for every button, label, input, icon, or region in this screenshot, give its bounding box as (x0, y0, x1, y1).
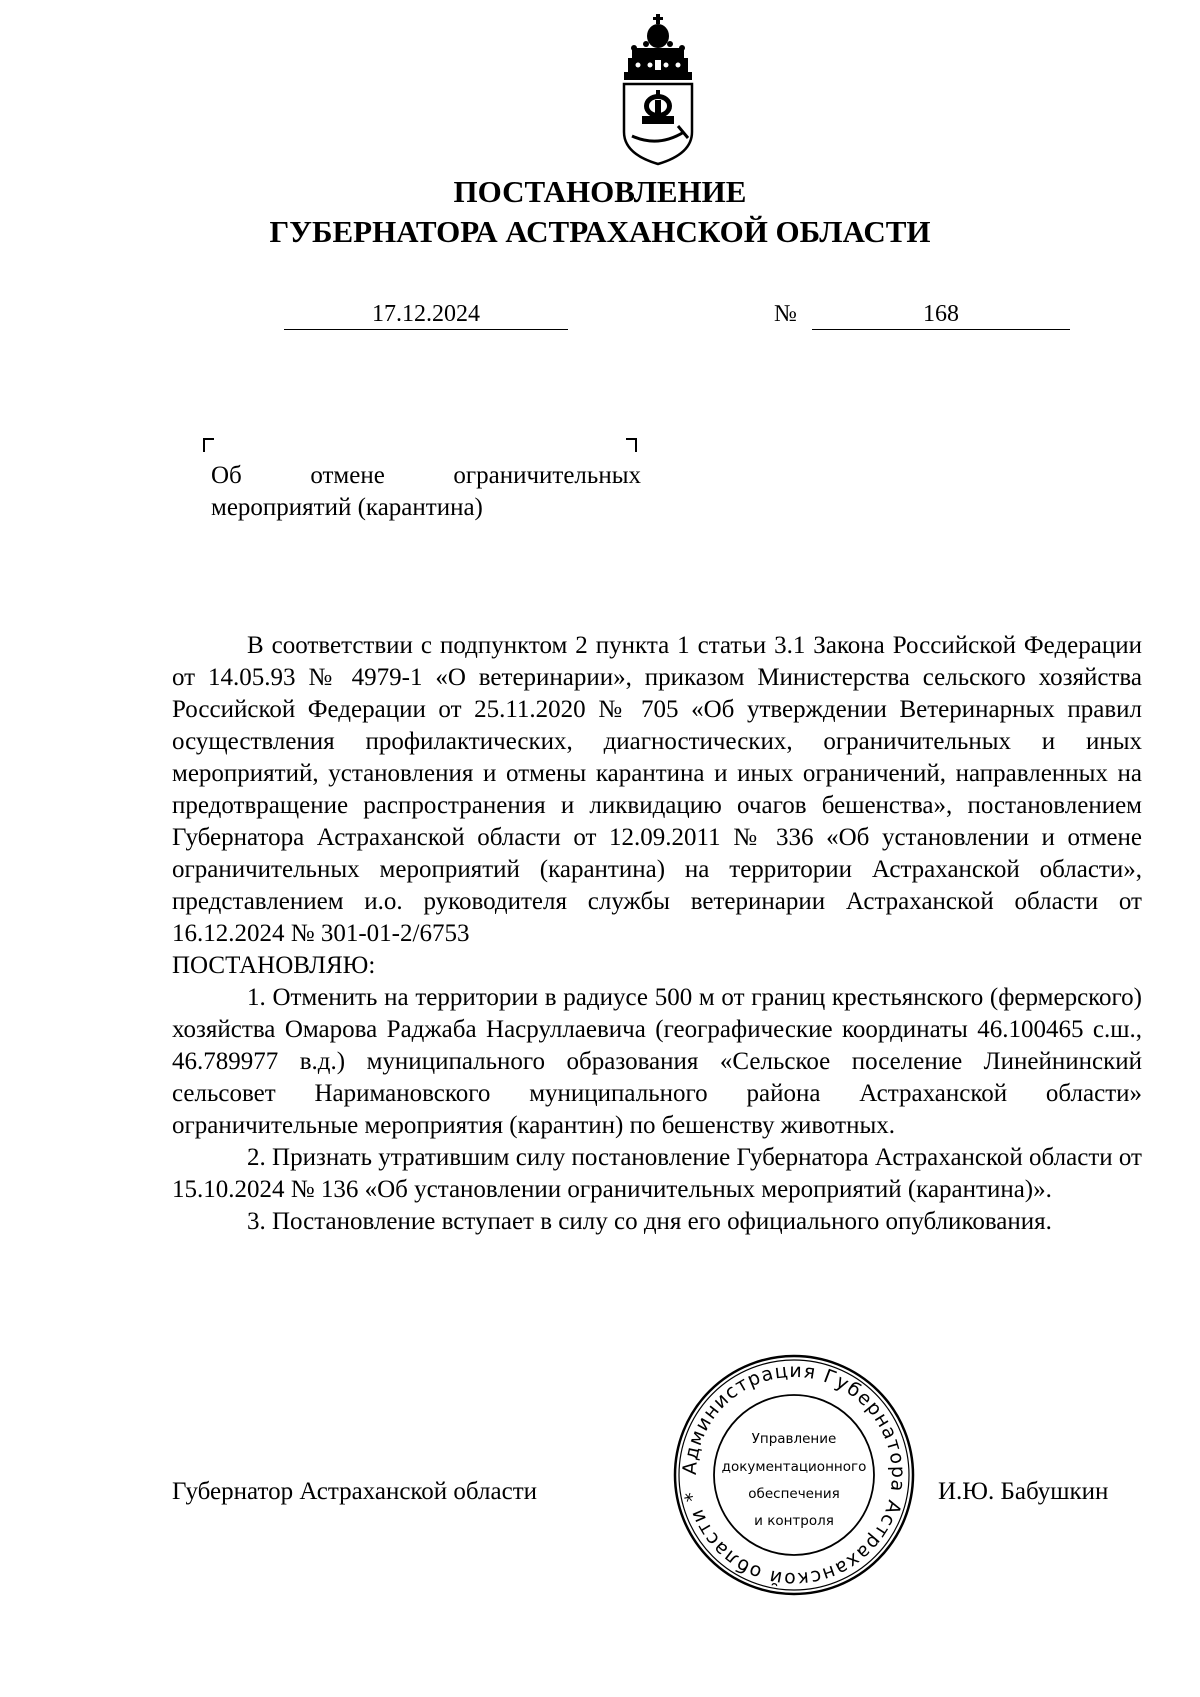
document-title: ПОСТАНОВЛЕНИЕ (453, 174, 747, 209)
number-sign: № (774, 301, 797, 327)
item-3-paragraph: 3. Постановление вступает в силу со дня его официального опубликования. (247, 1208, 1052, 1235)
document-number: 168 (812, 300, 1070, 330)
document-issuer: ГУБЕРНАТОРА АСТРАХАНСКОЙ ОБЛАСТИ (269, 214, 931, 249)
signatory-position: Губернатор Астраханской области (172, 1478, 538, 1505)
preamble-paragraph: В соответствии с подпунктом 2 пункта 1 статьи 3.1 Закона Российской Федерации от 14.05.93 № 4979-1 «О ветеринарии», приказом Министерства сельского хозяйства Российской Федерации от 25.11.2020 № 705 «Об утверждении Ветеринарных правил осуществления профилактических, диагностических, ограничительных и иных мероприятий, установления и отмены карантина и иных ограничений, направленных на предотвращение распространения и ликвидацию очагов бешенства», постановлением Губернатора Астраханской области от 12.09.2011 № 336 «Об установлении и отмене ограничительных мероприятий (карантина) на территории Астраханской области», представлением и.о. руководителя службы ветеринарии Астраханской области от 16.12.2024 № 301-01-2/6753 (172, 632, 1142, 947)
stamp-center-line-1: Управление (751, 1431, 837, 1447)
subject-bracket-right (626, 438, 637, 452)
item-1-paragraph: 1. Отменить на территории в радиусе 500 м от границ крестьянского (фермерского) хозяйства Омарова Раджаба Насруллаевича (географические координаты 46.100465 с.ш., 46.789977 в.д.) муниципального образования «Сельское поселение Линейнинский сельсовет Наримановского муниципального района Астраханской области» ограничительные мероприятия (карантин) по бешенству животных. (172, 984, 1142, 1139)
stamp-ring-text: Администрация Губернатора Астраханской области * (678, 1359, 910, 1591)
item-2-paragraph: 2. Признать утратившим силу постановление Губернатора Астраханской области от 15.10.2024 № 136 «Об установлении ограничительных мероприятий (карантина)». (172, 1144, 1142, 1203)
document-date: 17.12.2024 (284, 300, 568, 330)
document-body (172, 630, 1142, 1238)
official-stamp (672, 1353, 916, 1597)
decree-word: ПОСТАНОВЛЯЮ: (172, 952, 376, 979)
document-subject (211, 460, 641, 524)
subject-line-2: мероприятий (карантина) (211, 494, 483, 521)
stamp-center-line-4: и контроля (754, 1513, 834, 1529)
stamp-center-line-3: обеспечения (748, 1486, 840, 1502)
subject-line-1: Об отмене ограничительных (211, 462, 641, 489)
subject-bracket-left (203, 438, 214, 452)
signatory-name: И.Ю. Бабушкин (938, 1478, 1109, 1505)
coat-of-arms-icon (618, 14, 698, 166)
stamp-center-line-2: документационного (721, 1459, 867, 1475)
